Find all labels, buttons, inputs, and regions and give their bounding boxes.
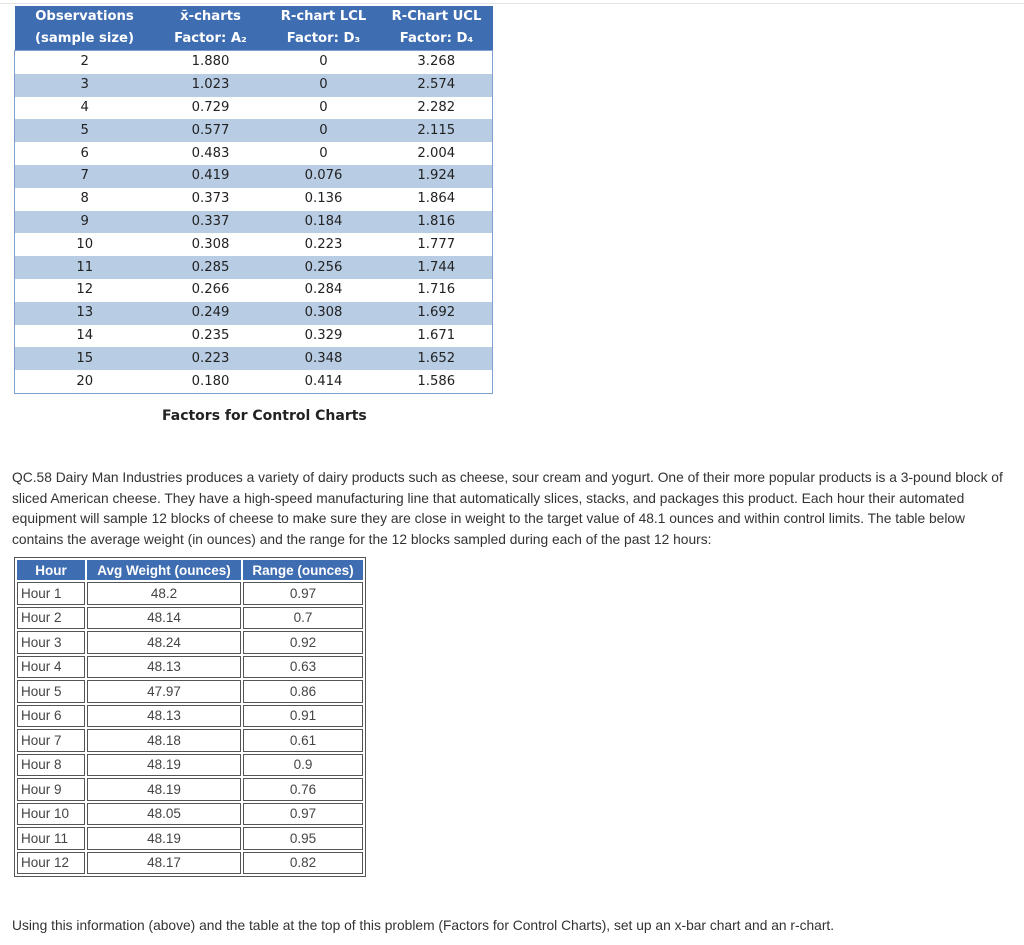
hours-header-cell: Avg Weight (ounces) — [87, 560, 241, 580]
factors-cell: 0 — [267, 51, 381, 74]
factors-cell: 1.924 — [381, 165, 493, 188]
factors-cell: 0.419 — [155, 165, 267, 188]
hours-cell: 48.13 — [87, 705, 241, 728]
factors-cell: 2.282 — [381, 97, 493, 120]
factors-row — [15, 347, 493, 370]
factors-cell: 0.223 — [155, 347, 267, 370]
factors-cell: 0.577 — [155, 119, 267, 142]
factors-cell: 5 — [15, 119, 155, 142]
factors-cell: 0.329 — [267, 325, 381, 348]
hours-cell: 0.91 — [243, 705, 363, 728]
factors-cell: 14 — [15, 325, 155, 348]
factors-cell: 3 — [15, 74, 155, 97]
factors-row — [15, 370, 493, 393]
factors-cell: 0 — [267, 119, 381, 142]
factors-header-cell: Factor: D₃ — [267, 28, 381, 51]
hours-header-cell: Hour — [17, 560, 85, 580]
hours-row — [17, 582, 363, 605]
problem-text: QC.58 Dairy Man Industries produces a variety of dairy products such as cheese, sour cream and yogurt. One of their more popular products is a 3-pound block of sliced American cheese. They have a high-speed manufacturing line that automatically slices, stacks, and packages this product. Each hour their automated equipment will sample 12 blocks of cheese to make sure they are close in weight to the target value of 48.1 ounces and within control limits. The table below contains the average weight (in ounces) and the range for the 12 blocks sampled during each of the past 12 hours: — [12, 470, 1003, 547]
hours-cell: Hour 10 — [17, 803, 85, 826]
factors-cell: 0.249 — [155, 302, 267, 325]
factors-cell: 0.373 — [155, 188, 267, 211]
factors-row — [15, 211, 493, 234]
hours-row — [17, 754, 363, 777]
factors-cell: 1.777 — [381, 233, 493, 256]
factors-cell: 15 — [15, 347, 155, 370]
factors-cell: 0.308 — [155, 233, 267, 256]
factors-header-cell: x̄-charts — [155, 6, 267, 28]
factors-cell: 12 — [15, 279, 155, 302]
factors-row — [15, 74, 493, 97]
hours-cell: 48.14 — [87, 607, 241, 630]
factors-cell: 9 — [15, 211, 155, 234]
factors-caption: Factors for Control Charts — [162, 408, 367, 424]
factors-cell: 0.308 — [267, 302, 381, 325]
hours-cell: 48.05 — [87, 803, 241, 826]
factors-cell: 1.864 — [381, 188, 493, 211]
factors-cell: 7 — [15, 165, 155, 188]
hours-cell: 48.19 — [87, 754, 241, 777]
factors-cell: 0 — [267, 97, 381, 120]
hours-cell: 0.61 — [243, 729, 363, 752]
hours-cell: 0.92 — [243, 631, 363, 654]
factors-row — [15, 142, 493, 165]
factors-cell: 0.414 — [267, 370, 381, 393]
factors-row — [15, 119, 493, 142]
factors-table-container — [14, 6, 492, 394]
hours-cell: Hour 1 — [17, 582, 85, 605]
factors-header-cell: (sample size) — [15, 28, 155, 51]
hours-cell: Hour 12 — [17, 852, 85, 875]
factors-cell: 4 — [15, 97, 155, 120]
factors-cell: 0.235 — [155, 325, 267, 348]
hours-row — [17, 656, 363, 679]
factors-cell: 0.285 — [155, 256, 267, 279]
factors-cell: 13 — [15, 302, 155, 325]
hours-cell: Hour 11 — [17, 827, 85, 850]
factors-header-cell: R-chart LCL — [267, 6, 381, 28]
hours-cell: 0.86 — [243, 680, 363, 703]
factors-row — [15, 188, 493, 211]
factors-cell: 1.586 — [381, 370, 493, 393]
hours-cell: 0.7 — [243, 607, 363, 630]
factors-cell: 8 — [15, 188, 155, 211]
hours-cell: Hour 2 — [17, 607, 85, 630]
factors-row — [15, 279, 493, 302]
factors-cell: 0.076 — [267, 165, 381, 188]
hours-row — [17, 607, 363, 630]
factors-cell: 2 — [15, 51, 155, 74]
factors-header-cell: Observations — [15, 6, 155, 28]
hours-row — [17, 803, 363, 826]
hours-cell: Hour 5 — [17, 680, 85, 703]
hours-row — [17, 729, 363, 752]
factors-header-row — [15, 6, 493, 28]
factors-cell: 2.004 — [381, 142, 493, 165]
hours-cell: 0.97 — [243, 582, 363, 605]
factors-header-cell: R-Chart UCL — [381, 6, 493, 28]
hours-cell: Hour 6 — [17, 705, 85, 728]
factors-row — [15, 233, 493, 256]
factors-cell: 1.692 — [381, 302, 493, 325]
factors-row — [15, 256, 493, 279]
factors-cell: 1.744 — [381, 256, 493, 279]
hours-cell: 0.63 — [243, 656, 363, 679]
hours-cell: Hour 7 — [17, 729, 85, 752]
hours-row — [17, 852, 363, 875]
hours-table-body — [17, 582, 363, 874]
hours-cell: 0.95 — [243, 827, 363, 850]
hours-cell: 48.24 — [87, 631, 241, 654]
factors-header-row — [15, 28, 493, 51]
factors-cell: 0.256 — [267, 256, 381, 279]
factors-cell: 2.115 — [381, 119, 493, 142]
hours-cell: Hour 3 — [17, 631, 85, 654]
hours-table — [14, 557, 366, 877]
hours-row — [17, 827, 363, 850]
factors-cell: 0.180 — [155, 370, 267, 393]
hours-header-cell: Range (ounces) — [243, 560, 363, 580]
factors-cell: 0.184 — [267, 211, 381, 234]
hours-row — [17, 680, 363, 703]
factors-cell: 20 — [15, 370, 155, 393]
hours-header-row — [17, 560, 363, 580]
factors-cell: 0 — [267, 74, 381, 97]
factors-cell: 0.729 — [155, 97, 267, 120]
factors-cell: 0.266 — [155, 279, 267, 302]
hours-table-header — [17, 560, 363, 580]
factors-cell: 1.671 — [381, 325, 493, 348]
hours-cell: 48.17 — [87, 852, 241, 875]
hours-cell: 48.19 — [87, 778, 241, 801]
top-divider — [0, 3, 1024, 4]
factors-row — [15, 302, 493, 325]
hours-cell: Hour 8 — [17, 754, 85, 777]
hours-cell: 48.13 — [87, 656, 241, 679]
factors-header-cell: Factor: D₄ — [381, 28, 493, 51]
factors-cell: 0.284 — [267, 279, 381, 302]
factors-table — [14, 6, 493, 394]
factors-table-header — [15, 6, 493, 51]
factors-cell: 0.483 — [155, 142, 267, 165]
hours-cell: 0.82 — [243, 852, 363, 875]
factors-cell: 0.136 — [267, 188, 381, 211]
factors-row — [15, 165, 493, 188]
factors-cell: 1.716 — [381, 279, 493, 302]
hours-cell: 0.9 — [243, 754, 363, 777]
factors-cell: 6 — [15, 142, 155, 165]
factors-row — [15, 97, 493, 120]
factors-cell: 0.223 — [267, 233, 381, 256]
hours-row — [17, 631, 363, 654]
footer-text: Using this information (above) and the table at the top of this problem (Factors for Control Charts), set up an x-bar chart and an r-chart. — [12, 918, 835, 933]
hours-cell: 47.97 — [87, 680, 241, 703]
factors-row — [15, 325, 493, 348]
factors-cell: 1.652 — [381, 347, 493, 370]
factors-cell: 11 — [15, 256, 155, 279]
factors-cell: 3.268 — [381, 51, 493, 74]
hours-cell: 48.2 — [87, 582, 241, 605]
factors-cell: 2.574 — [381, 74, 493, 97]
hours-cell: Hour 4 — [17, 656, 85, 679]
hours-cell: 48.18 — [87, 729, 241, 752]
hours-cell: 0.76 — [243, 778, 363, 801]
factors-row — [15, 51, 493, 74]
factors-cell: 1.880 — [155, 51, 267, 74]
hours-cell: 48.19 — [87, 827, 241, 850]
hours-row — [17, 705, 363, 728]
factors-table-body — [15, 51, 493, 394]
factors-cell: 0.348 — [267, 347, 381, 370]
factors-header-cell: Factor: A₂ — [155, 28, 267, 51]
hours-cell: 0.97 — [243, 803, 363, 826]
factors-cell: 10 — [15, 233, 155, 256]
hours-cell: Hour 9 — [17, 778, 85, 801]
factors-cell: 0 — [267, 142, 381, 165]
factors-cell: 0.337 — [155, 211, 267, 234]
factors-cell: 1.816 — [381, 211, 493, 234]
hours-row — [17, 778, 363, 801]
factors-cell: 1.023 — [155, 74, 267, 97]
